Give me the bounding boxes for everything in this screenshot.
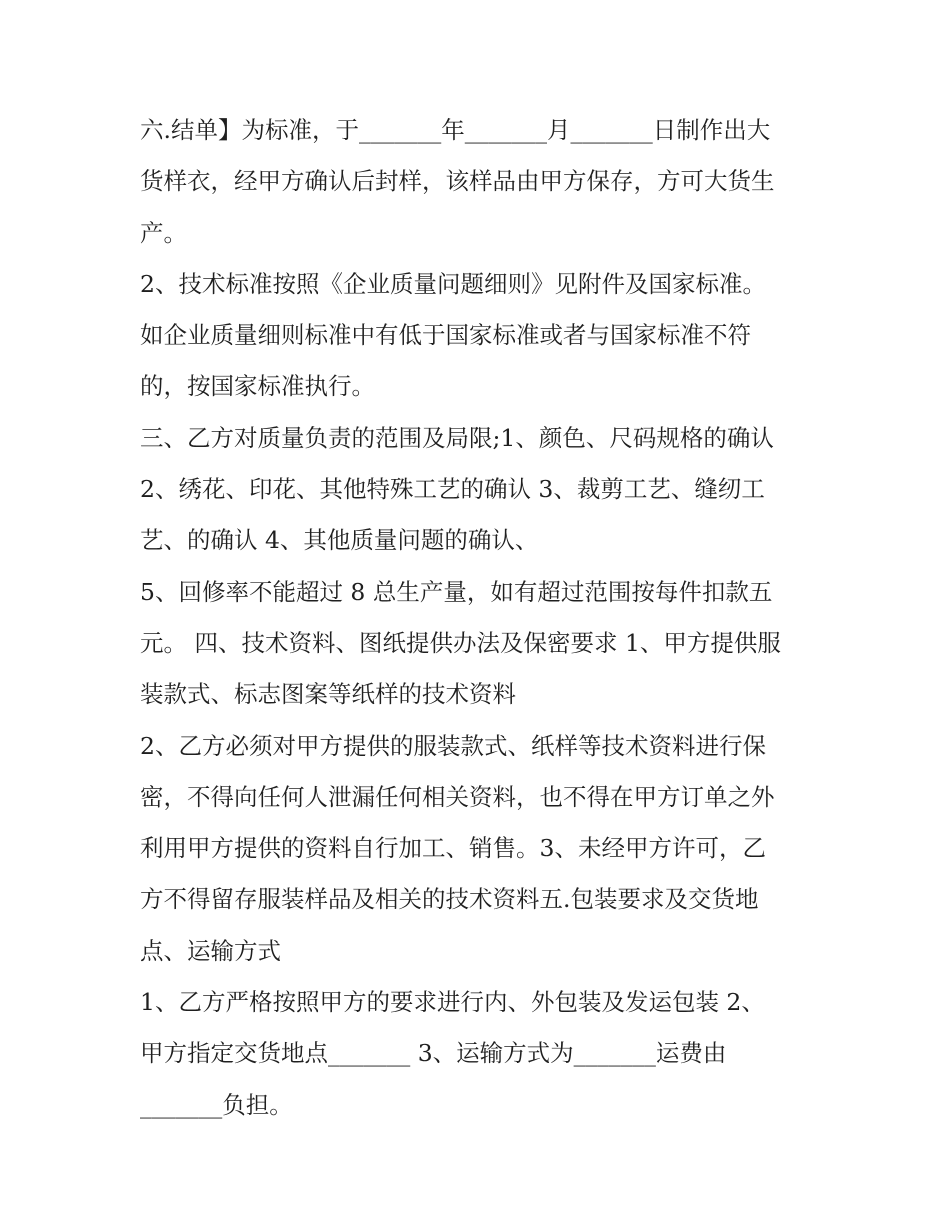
text-line: 货样衣，经甲方确认后封样，该样品由甲方保存，方可大货生: [140, 167, 775, 196]
text-line: 三、乙方对质量负责的范围及局限;1、颜色、尺码规格的确认: [140, 423, 774, 452]
text-line: 2、绣花、印花、其他特殊工艺的确认 3、裁剪工艺、缝纫工: [140, 475, 765, 504]
text-line: 5、回修率不能超过 8 总生产量，如有超过范围按每件扣款五: [140, 577, 773, 606]
text-line: 产。: [140, 218, 187, 247]
text-line: 密，不得向任何人泄漏任何相关资料，也不得在甲方订单之外: [140, 782, 775, 811]
text-line: 2、技术标准按照《企业质量问题细则》见附件及国家标准。: [140, 269, 766, 298]
text-line: 如企业质量细则标准中有低于国家标准或者与国家标准不符: [140, 321, 751, 350]
text-line: 1、乙方严格按照甲方的要求进行内、外包装及发运包装 2、: [140, 988, 765, 1017]
text-line: 点、运输方式: [140, 936, 281, 965]
text-line: 利用甲方提供的资料自行加工、销售。3、未经甲方许可，乙: [140, 834, 766, 863]
text-line: 元。 四、技术资料、图纸提供办法及保密要求 1、甲方提供服: [140, 628, 781, 657]
document-body: [140, 105, 820, 1131]
text-line: 甲方指定交货地点_______ 3、运输方式为_______运费由: [140, 1039, 727, 1068]
text-line: 六.结单】为标准，于_______年_______月_______日制作出大: [140, 116, 771, 144]
text-line: 装款式、标志图案等纸样的技术资料: [140, 680, 516, 709]
text-line: 2、乙方必须对甲方提供的服装款式、纸样等技术资料进行保: [140, 731, 766, 760]
text-line: _______负担。: [140, 1090, 293, 1119]
text-line: 艺、的确认 4、其他质量问题的确认、: [140, 526, 539, 555]
text-line: 方不得留存服装样品及相关的技术资料五.包装要求及交货地: [140, 885, 759, 914]
text-line: 的，按国家标准执行。: [140, 372, 375, 401]
